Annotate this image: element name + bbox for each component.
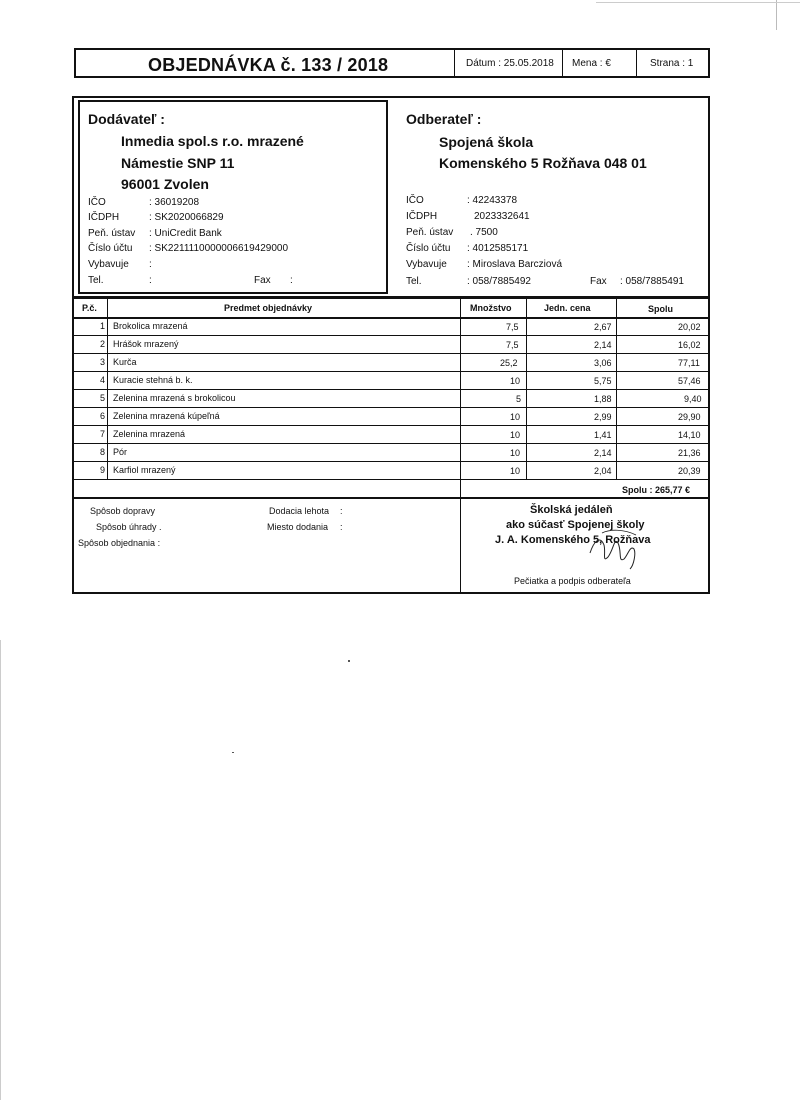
delivery-colon: : [340,506,343,516]
customer-account-label: Číslo účtu [406,243,451,254]
table-row [74,335,708,353]
customer-account-value: : 4012585171 [467,243,529,254]
row-qty: 10 [510,412,521,422]
customer-icdph-value: 2023332641 [474,211,530,222]
customer-tel-value: : 058/7885492 [467,276,531,287]
row-number: 3 [100,357,106,367]
row-total: 29,90 [678,412,701,422]
supplier-bank-value: : UniCredit Bank [149,228,222,239]
stamp-line-2: ako súčasť Spojenej školy [506,519,645,531]
customer-name: Spojená škola [439,134,534,150]
row-qty: 10 [510,430,521,440]
col-header-unit-price: Jedn. cena [544,303,591,313]
scan-edge [0,640,1,1100]
row-number: 4 [100,375,106,385]
table-row [74,371,708,389]
document-title: OBJEDNÁVKA č. 133 / 2018 [148,55,389,75]
grand-total: Spolu : 265,77 € [622,485,691,495]
row-total: 20,39 [678,466,701,476]
row-qty: 10 [510,448,521,458]
row-qty: 25,2 [500,358,518,368]
row-item: Zelenina mrazená kúpeľná [113,411,220,421]
supplier-account-value: : SK2211110000006619429000 [149,243,289,254]
row-price: 2,04 [594,466,612,476]
col-header-total: Spolu [648,304,673,314]
row-item: Brokolica mrazená [113,321,188,331]
supplier-contact-label: Vybavuje [88,259,129,270]
row-qty: 10 [510,376,521,386]
row-price: 3,06 [594,358,612,368]
footer-section [72,498,710,594]
supplier-fax-value: : [290,275,293,286]
row-price: 2,99 [594,412,612,422]
row-number: 6 [100,411,106,421]
row-total: 16,02 [678,340,701,350]
supplier-fax-label: Fax [254,275,271,286]
customer-heading: Odberateľ : [406,111,482,127]
scan-edge-top [596,2,800,3]
col-header-item: Predmet objednávky [224,303,313,313]
supplier-icdph-label: IČDPH [88,212,120,223]
row-qty: 7,5 [506,340,519,350]
row-price: 2,14 [594,448,612,458]
row-total: 21,36 [678,448,701,458]
row-total: 20,02 [678,322,701,332]
supplier-contact-value: : [149,259,152,270]
table-row [74,461,708,479]
delivery-label: Dodacia lehota [269,506,330,516]
row-price: 2,14 [594,340,612,350]
customer-icdph-label: IČDPH [406,211,438,222]
header-bar [74,48,710,78]
customer-ico-label: IČO [406,195,424,206]
row-item: Zelenina mrazená [113,429,186,439]
customer-tel-label: Tel. [406,276,422,287]
supplier-bank-label: Peň. ústav [88,228,136,239]
supplier-ico-label: IČO [88,197,106,208]
supplier-name: Inmedia spol.s r.o. mrazené [121,133,304,149]
customer-fax-label: Fax [590,276,607,287]
row-number: 2 [100,339,106,349]
col-header-qty: Množstvo [470,303,512,313]
scan-dot [232,752,234,753]
row-number: 7 [100,429,106,439]
row-item: Karfiol mrazený [113,465,176,475]
signature-caption: Pečiatka a podpis odberateľa [514,576,631,586]
row-number: 5 [100,393,106,403]
supplier-icdph-value: : SK2020066829 [149,212,224,223]
row-item: Kurča [113,357,137,367]
customer-bank-label: Peň. ústav [406,227,454,238]
row-item: Hrášok mrazený [113,339,179,349]
supplier-street: Námestie SNP 11 [121,155,235,171]
row-total: 9,40 [684,394,702,404]
customer-block [394,100,706,294]
row-qty: 5 [516,394,522,404]
customer-bank-value: . 7500 [470,227,498,238]
supplier-tel-label: Tel. [88,275,104,286]
date-field: Dátum : 25.05.2018 [466,58,554,69]
supplier-city: 96001 Zvolen [121,176,209,192]
row-price: 1,41 [594,430,612,440]
row-price: 5,75 [594,376,612,386]
customer-fax-value: : 058/7885491 [620,276,684,287]
row-item: Pór [113,447,128,457]
row-qty: 7,5 [506,322,519,332]
transport-label: Spôsob dopravy [90,506,156,516]
customer-contact-value: : Miroslava Barcziová [467,259,563,270]
delivery-place-colon: : [340,522,343,532]
row-qty: 10 [510,466,521,476]
supplier-ico-value: : 36019208 [149,197,200,208]
supplier-account-label: Číslo účtu [88,243,133,254]
supplier-tel-value: : [149,275,152,286]
ordering-label: Spôsob objednania : [78,538,161,548]
table-row [74,389,708,407]
supplier-box [78,100,388,294]
table-row [74,317,708,335]
table-row [74,443,708,461]
row-item: Zelenina mrazená s brokolicou [113,393,236,403]
table-row [74,407,708,425]
row-total: 77,11 [678,358,700,368]
payment-label: Spôsob úhrady . [96,522,162,532]
row-price: 2,67 [594,322,612,332]
row-total: 14,10 [678,430,701,440]
table-row [74,425,708,443]
stamp-line-1: Školská jedáleň [530,504,613,516]
currency-field: Mena : € [572,58,611,69]
customer-address: Komenského 5 Rožňava 048 01 [439,155,647,171]
scan-dot [348,660,350,662]
page-field: Strana : 1 [650,58,694,69]
row-number: 8 [100,447,106,457]
row-number: 9 [100,465,106,475]
row-number: 1 [100,321,106,331]
table-row [74,353,708,371]
row-price: 1,88 [594,394,612,404]
delivery-place-label: Miesto dodania [267,522,329,532]
handwritten-signature [584,523,654,573]
row-total: 57,46 [678,376,701,386]
supplier-heading: Dodávateľ : [88,111,165,127]
customer-contact-label: Vybavuje [406,259,447,270]
row-item: Kuracie stehná b. k. [113,375,193,385]
items-table [72,298,710,498]
col-header-no: P.č. [82,303,97,313]
customer-ico-value: : 42243378 [467,195,518,206]
stamp-line-3: J. A. Komenského 5, Rožňava [495,534,651,546]
scan-dot [776,0,777,30]
